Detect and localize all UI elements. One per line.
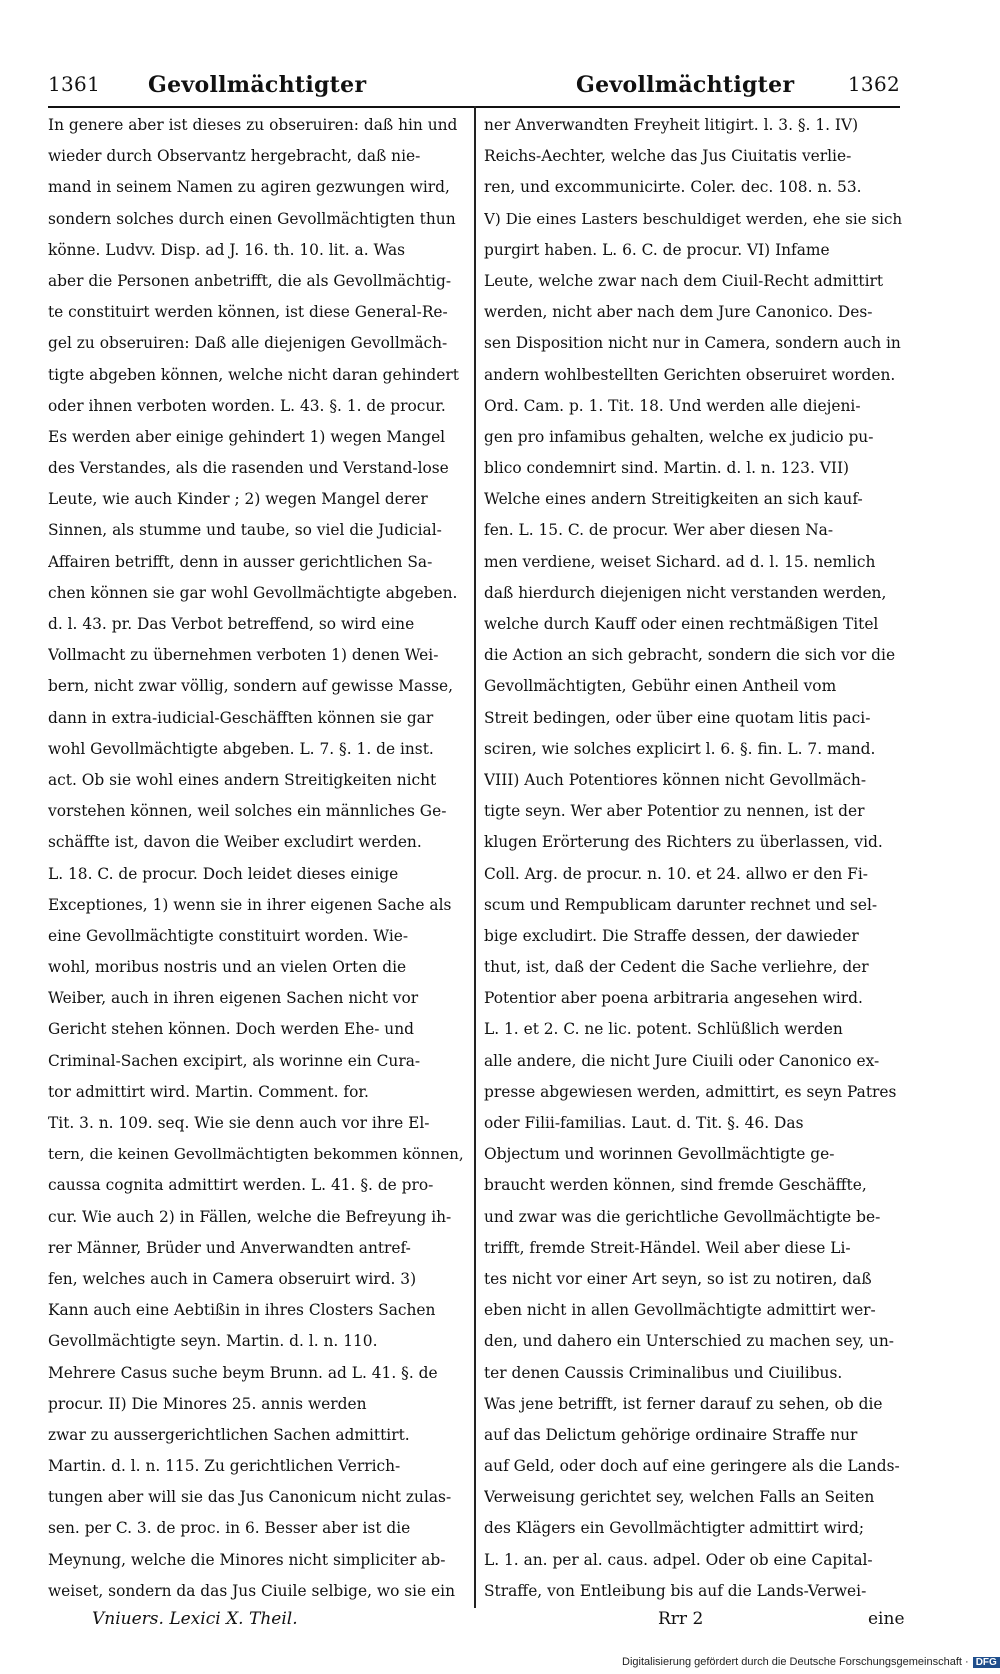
left-column-line: Es werden aber einige gehindert 1) wegen Mangel (48, 427, 446, 446)
left-column-line: Meynung, welche die Minores nicht simpliciter ab- (48, 1550, 446, 1569)
right-column-line: und zwar was die gerichtliche Gevollmächtigte be- (484, 1207, 881, 1226)
right-column-line: braucht werden können, sind fremde Geschäffte, (484, 1176, 867, 1195)
left-column-line: zwar zu aussergerichtlichen Sachen admittirt. (48, 1425, 410, 1444)
left-column-line: vorstehen können, weil solches ein männliches Ge- (48, 802, 447, 821)
running-title-left: Gevollmächtigter (148, 72, 367, 98)
left-text-column (48, 110, 466, 1600)
right-column-line: die Action an sich gebracht, sondern die sich vor die (484, 646, 896, 665)
right-column-line: ter denen Caussis Criminalibus und Ciuilibus. (484, 1363, 843, 1382)
right-column-line: ner Anverwandten Freyheit litigirt. l. 3. §. 1. IV) (484, 116, 859, 134)
right-column-line: blico condemnirt sind. Martin. d. l. n. 123. VII) (484, 459, 850, 478)
left-column-line: chen können sie gar wohl Gevollmächtigte abgeben. (48, 583, 458, 602)
left-column-line: bern, nicht zwar völlig, sondern auf gewisse Masse, (48, 677, 453, 696)
left-column-line: tor admittirt wird. Martin. Comment. for. (48, 1082, 369, 1101)
left-column-line: tern, die keinen Gevollmächtigten bekommen können, (48, 1145, 464, 1164)
right-column-line: trifft, fremde Streit-Händel. Weil aber diese Li- (484, 1238, 851, 1257)
left-column-line: Vollmacht zu übernehmen verboten 1) denen Wei- (48, 646, 439, 665)
right-column-line: welche durch Kauff oder einen rechtmäßigen Titel (484, 615, 879, 633)
left-column-line: mand in seinem Namen zu agiren gezwungen wird, (48, 178, 450, 197)
left-column-line: schäffte ist, davon die Weiber excludirt werden. (48, 833, 422, 852)
left-column-line: Exceptiones, 1) wenn sie in ihrer eigenen Sache als (48, 895, 452, 914)
left-column-line: Criminal-Sachen excipirt, als worinne ein Cura- (48, 1051, 421, 1070)
running-title-right: Gevollmächtigter (576, 72, 795, 98)
left-column-line: sen. per C. 3. de proc. in 6. Besser aber ist die (48, 1519, 411, 1538)
right-column-line: sciren, wie solches explicirt l. 6. §. fin. L. 7. mand. (484, 739, 876, 758)
left-column-line: Affairen betrifft, denn in ausser gerichtlichen Sa- (48, 552, 433, 571)
left-column-line: gel zu obseruiren: Daß alle diejenigen Gevollmäch- (48, 334, 448, 353)
left-column-line: weiset, sondern da das Jus Ciuile selbige, wo sie ein (48, 1581, 455, 1600)
left-column-line: des Verstandes, als die rasenden und Verstand-lose (48, 459, 449, 478)
right-column-line: Potentior aber poena arbitraria angesehen wird. (484, 989, 863, 1008)
right-column-line: presse abgewiesen werden, admittirt, es seyn Patres (484, 1082, 897, 1101)
left-column-line: tungen aber will sie das Jus Canonicum nicht zulas- (48, 1488, 452, 1507)
right-column-line: Straffe, von Entleibung bis auf die Lands-Verwei- (484, 1581, 867, 1600)
right-column-line: Verweisung gerichtet sey, welchen Falls an Seiten (484, 1488, 875, 1507)
right-column-line: werden, nicht aber nach dem Jure Canonico. Des- (484, 303, 873, 322)
left-column-line: L. 18. C. de procur. Doch leidet dieses einige (48, 864, 399, 883)
right-column-line: bige excludirt. Die Straffe dessen, der dawieder (484, 926, 859, 945)
right-column-line: fen. L. 15. C. de procur. Wer aber diesen Na- (484, 521, 834, 540)
page-header (48, 72, 900, 108)
left-column-line: caussa cognita admittirt werden. L. 41. §. de pro- (48, 1176, 434, 1195)
left-column-line: procur. II) Die Minores 25. annis werden (48, 1394, 367, 1413)
right-column-line: Streit bedingen, oder über eine quotam litis paci- (484, 708, 871, 727)
right-column-line: daß hierdurch diejenigen nicht verstanden werden, (484, 583, 887, 602)
left-column-line: dann in extra-iudicial-Geschäfften können sie gar (48, 708, 434, 727)
page-number-left: 1361 (48, 72, 101, 96)
left-column-line: wohl Gevollmächtigte abgeben. L. 7. §. 1. de inst. (48, 739, 434, 758)
right-column-line: sen Disposition nicht nur in Camera, sondern auch in (484, 334, 901, 353)
right-column-line: Objectum und worinnen Gevollmächtigte ge- (484, 1145, 835, 1164)
left-column-line: Weiber, auch in ihren eigenen Sachen nicht vor (48, 989, 419, 1008)
left-column-line: Gevollmächtigte seyn. Martin. d. l. n. 110. (48, 1332, 378, 1351)
sheet-mark: Rrr 2 (658, 1609, 704, 1629)
right-column-line: purgirt haben. L. 6. C. de procur. VI) Infame (484, 240, 830, 259)
right-column-line: oder Filii-familias. Laut. d. Tit. §. 46. Das (484, 1114, 804, 1132)
left-column-line: d. l. 43. pr. Das Verbot betreffend, so wird eine (48, 615, 415, 633)
right-column-line: L. 1. an. per al. caus. adpel. Oder ob eine Capital- (484, 1550, 873, 1569)
catchword: eine (868, 1609, 905, 1629)
right-column-line: Gevollmächtigten, Gebühr einen Antheil vom (484, 677, 837, 696)
left-column-line: fen, welches auch in Camera obseruirt wird. 3) (48, 1269, 417, 1288)
left-column-line: Tit. 3. n. 109. seq. Wie sie denn auch vor ihre El- (48, 1114, 430, 1132)
right-column-line: Leute, welche zwar nach dem Ciuil-Recht admittirt (484, 271, 884, 290)
left-column-line: oder ihnen verboten worden. L. 43. §. 1. de procur. (48, 396, 446, 415)
left-column-line: aber die Personen anbetrifft, die als Gevollmächtig- (48, 271, 452, 290)
signature-line: Vniuers. Lexici X. Theil. (92, 1609, 298, 1629)
left-column-line: eine Gevollmächtigte constituirt worden. Wie- (48, 926, 409, 945)
left-column-line: In genere aber ist dieses zu obseruiren: daß hin und (48, 116, 458, 134)
right-column-line: Reichs-Aechter, welche das Jus Ciuitatis verlie- (484, 147, 852, 166)
right-column-line: V) Die eines Lasters beschuldiget werden, ehe sie sich (484, 209, 903, 228)
right-column-line: Was jene betrifft, ist ferner darauf zu sehen, ob die (484, 1394, 883, 1413)
digitization-credit (622, 1656, 1000, 1668)
column-divider (474, 106, 476, 1608)
right-column-line: L. 1. et 2. C. ne lic. potent. Schlüßlich werden (484, 1020, 843, 1039)
right-column-line: andern wohlbestellten Gerichten obseruiret worden. (484, 365, 896, 384)
right-column-line: men verdiene, weiset Sichard. ad d. l. 15. nemlich (484, 552, 876, 571)
right-column-line: ren, und excommunicirte. Coler. dec. 108. n. 53. (484, 178, 862, 197)
left-column-line: tigte abgeben können, welche nicht daran gehindert (48, 365, 459, 384)
credit-text: Digitalisierung gefördert durch die Deutsche Forschungsgemeinschaft · (622, 1656, 969, 1668)
left-column-line: wieder durch Observantz hergebracht, daß nie- (48, 147, 421, 166)
left-column-line: Kann auch eine Aebtißin in ihres Closters Sachen (48, 1301, 436, 1320)
right-column-line: gen pro infamibus gehalten, welche ex judicio pu- (484, 427, 874, 446)
left-column-line: sondern solches durch einen Gevollmächtigten thun (48, 209, 456, 228)
left-column-line: te constituirt werden können, ist diese General-Re- (48, 303, 448, 322)
left-column-line: Leute, wie auch Kinder ; 2) wegen Mangel derer (48, 490, 428, 509)
right-column-line: auf das Delictum gehörige ordinaire Straffe nur (484, 1425, 858, 1444)
left-column-line: Martin. d. l. n. 115. Zu gerichtlichen Verrich- (48, 1457, 401, 1476)
left-column-line: Mehrere Casus suche beym Brunn. ad L. 41. §. de (48, 1363, 438, 1382)
left-column-line: Gericht stehen können. Doch werden Ehe- und (48, 1020, 414, 1039)
right-column-line: scum und Rempublicam darunter rechnet und sel- (484, 895, 878, 914)
left-column-line: rer Männer, Brüder und Anverwandten antref- (48, 1238, 411, 1257)
page-number-right: 1362 (847, 72, 900, 96)
left-column-line: könne. Ludvv. Disp. ad J. 16. th. 10. lit. a. Was (48, 240, 406, 259)
right-column-line: VIII) Auch Potentiores können nicht Gevollmäch- (484, 770, 867, 789)
right-column-line: tes nicht vor einer Art seyn, so ist zu notiren, daß (484, 1269, 872, 1288)
right-text-column (484, 110, 904, 1600)
left-column-line: cur. Wie auch 2) in Fällen, welche die Befreyung ih- (48, 1207, 452, 1226)
right-column-line: eben nicht in allen Gevollmächtigte admittirt wer- (484, 1301, 876, 1320)
left-column-line: Sinnen, als stumme und taube, so viel die Judicial- (48, 521, 442, 540)
right-column-line: alle andere, die nicht Jure Ciuili oder Canonico ex- (484, 1051, 880, 1070)
right-column-line: Welche eines andern Streitigkeiten an sich kauf- (484, 490, 863, 509)
right-column-line: den, und dahero ein Unterschied zu machen sey, un- (484, 1332, 894, 1351)
dfg-logo-icon: DFG (973, 1657, 1000, 1668)
right-column-line: auf Geld, oder doch auf eine geringere als die Lands- (484, 1457, 900, 1476)
left-column-line: act. Ob sie wohl eines andern Streitigkeiten nicht (48, 770, 437, 789)
right-column-line: tigte seyn. Wer aber Potentior zu nennen, ist der (484, 802, 865, 821)
right-column-line: thut, ist, daß der Cedent die Sache verliehre, der (484, 958, 869, 977)
right-column-line: des Klägers ein Gevollmächtigter admittirt wird; (484, 1519, 865, 1538)
right-column-line: Coll. Arg. de procur. n. 10. et 24. allwo er den Fi- (484, 864, 868, 883)
right-column-line: Ord. Cam. p. 1. Tit. 18. Und werden alle diejeni- (484, 396, 861, 415)
right-column-line: klugen Erörterung des Richters zu überlassen, vid. (484, 833, 883, 852)
left-column-line: wohl, moribus nostris und an vielen Orten die (48, 958, 407, 977)
